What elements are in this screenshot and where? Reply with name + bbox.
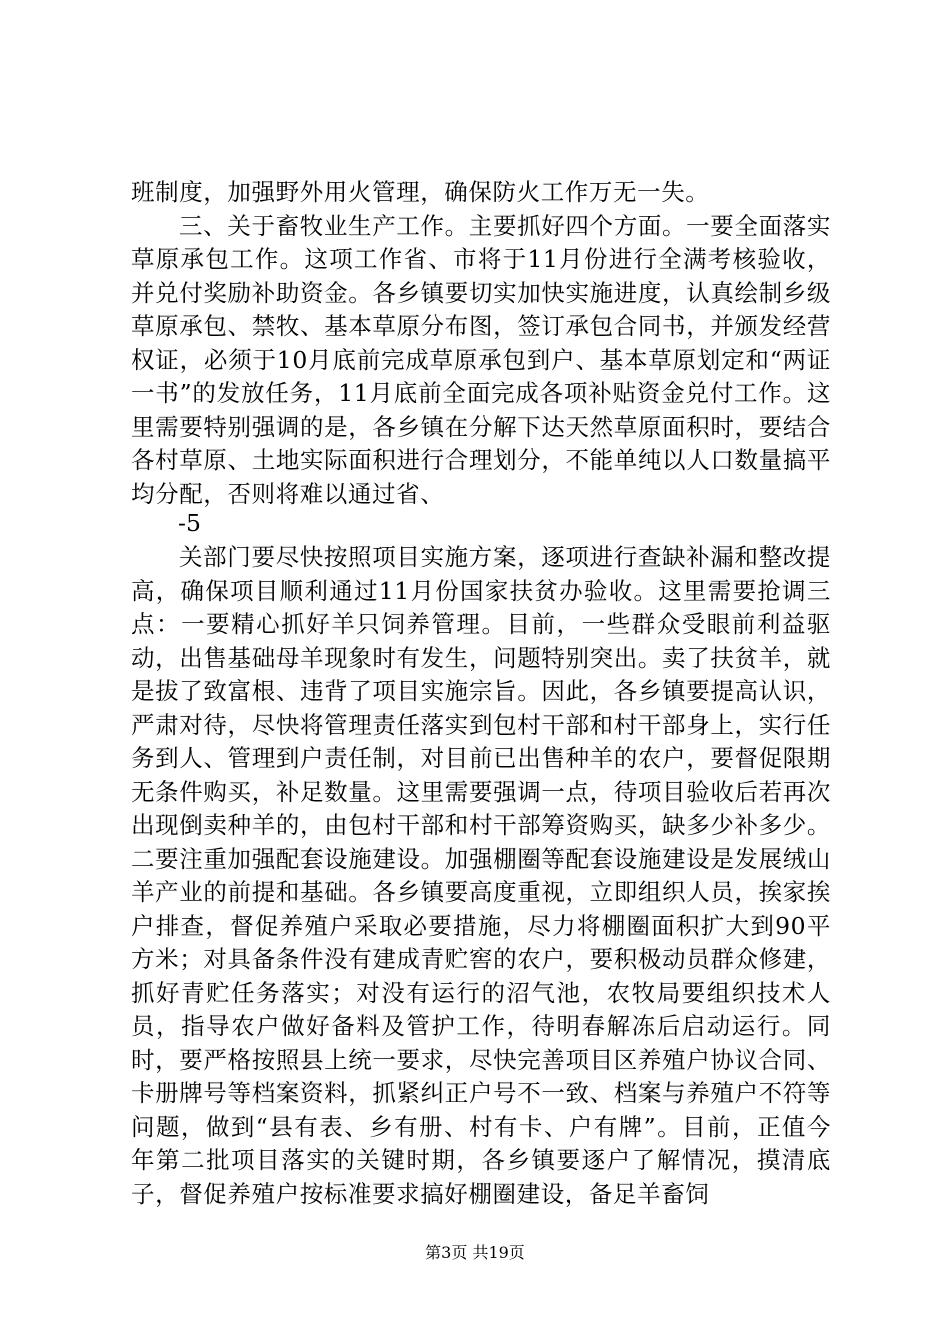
bottom-text-block [131, 541, 831, 1211]
top-text-block [131, 176, 831, 511]
continued-line: 班制度，加强野外用火管理，确保防火工作万无一失。 [131, 178, 710, 206]
page-footer: 第3页 共19页 [425, 1243, 525, 1262]
paragraph-livestock-production: 三、关于畜牧业生产工作。主要抓好四个方面。一要全面落实草原承包工作。这项工作省、市将于11月份进行全满考核验收，并兑付奖励补助资金。各乡镇要切实加快实施进度，认真绘制乡级草原承包、禁牧、基本草原分布图，签订承包合同书，并颁发经营权证，必须于10月底前完成草原承包到户、基本草原划定和“两证一书”的发放任务，11月底前全面完成各项补贴资金兑付工作。这里需要特别强调的是，各乡镇在分解下达天然草原面积时，要结合各村草原、土地实际面积进行合理划分，不能单纯以人口数量搞平均分配，否则将难以通过省、 [131, 211, 831, 508]
paragraph-project-acceptance: 关部门要尽快按照项目实施方案，逐项进行查缺补漏和整改提高，确保项目顺利通过11月份国家扶贫办验收。这里需要抢调三点：一要精心抓好羊只饲养管理。目前，一些群众受眼前利益驱动，出售基础母羊现象时有发生，问题特别突出。卖了扶贫羊，就是拔了致富根、违背了项目实施宗旨。因此，各乡镇要提高认识，严肃对待，尽快将管理责任落实到包村干部和村干部身上，实行任务到人、管理到户责任制，对目前已出售种羊的农户，要督促限期无条件购买，补足数量。这里需要强调一点，待项目验收后若再次出现倒卖种羊的，由包村干部和村干部筹资购买，缺多少补多少。二要注重加强配套设施建设。加强棚圈等配套设施建设是发展绒山羊产业的前提和基础。各乡镇要高度重视，立即组织人员，挨家挨户排查，督促养殖户采取必要措施，尽力将棚圈面积扩大到90平方米；对具备条件没有建成青贮窖的农户，要积极动员群众修建，抓好青贮任务落实；对没有运行的沼气池，农牧局要组织技术人员，指导农户做好备料及管护工作，待明春解冻后启动运行。同时，要严格按照县上统一要求，尽快完善项目区养殖户协议合同、卡册牌号等档案资料，抓紧纠正户号不一致、档案与养殖户不符等问题，做到“县有表、乡有册、村有卡、户有牌”。目前，正值今年第二批项目落实的关键时期，各乡镇要逐户了解情况，摸清底子，督促养殖户按标准要求搞好棚圈建设，备足羊畜饲 [131, 543, 831, 1208]
page-marker: -5 [178, 509, 201, 537]
